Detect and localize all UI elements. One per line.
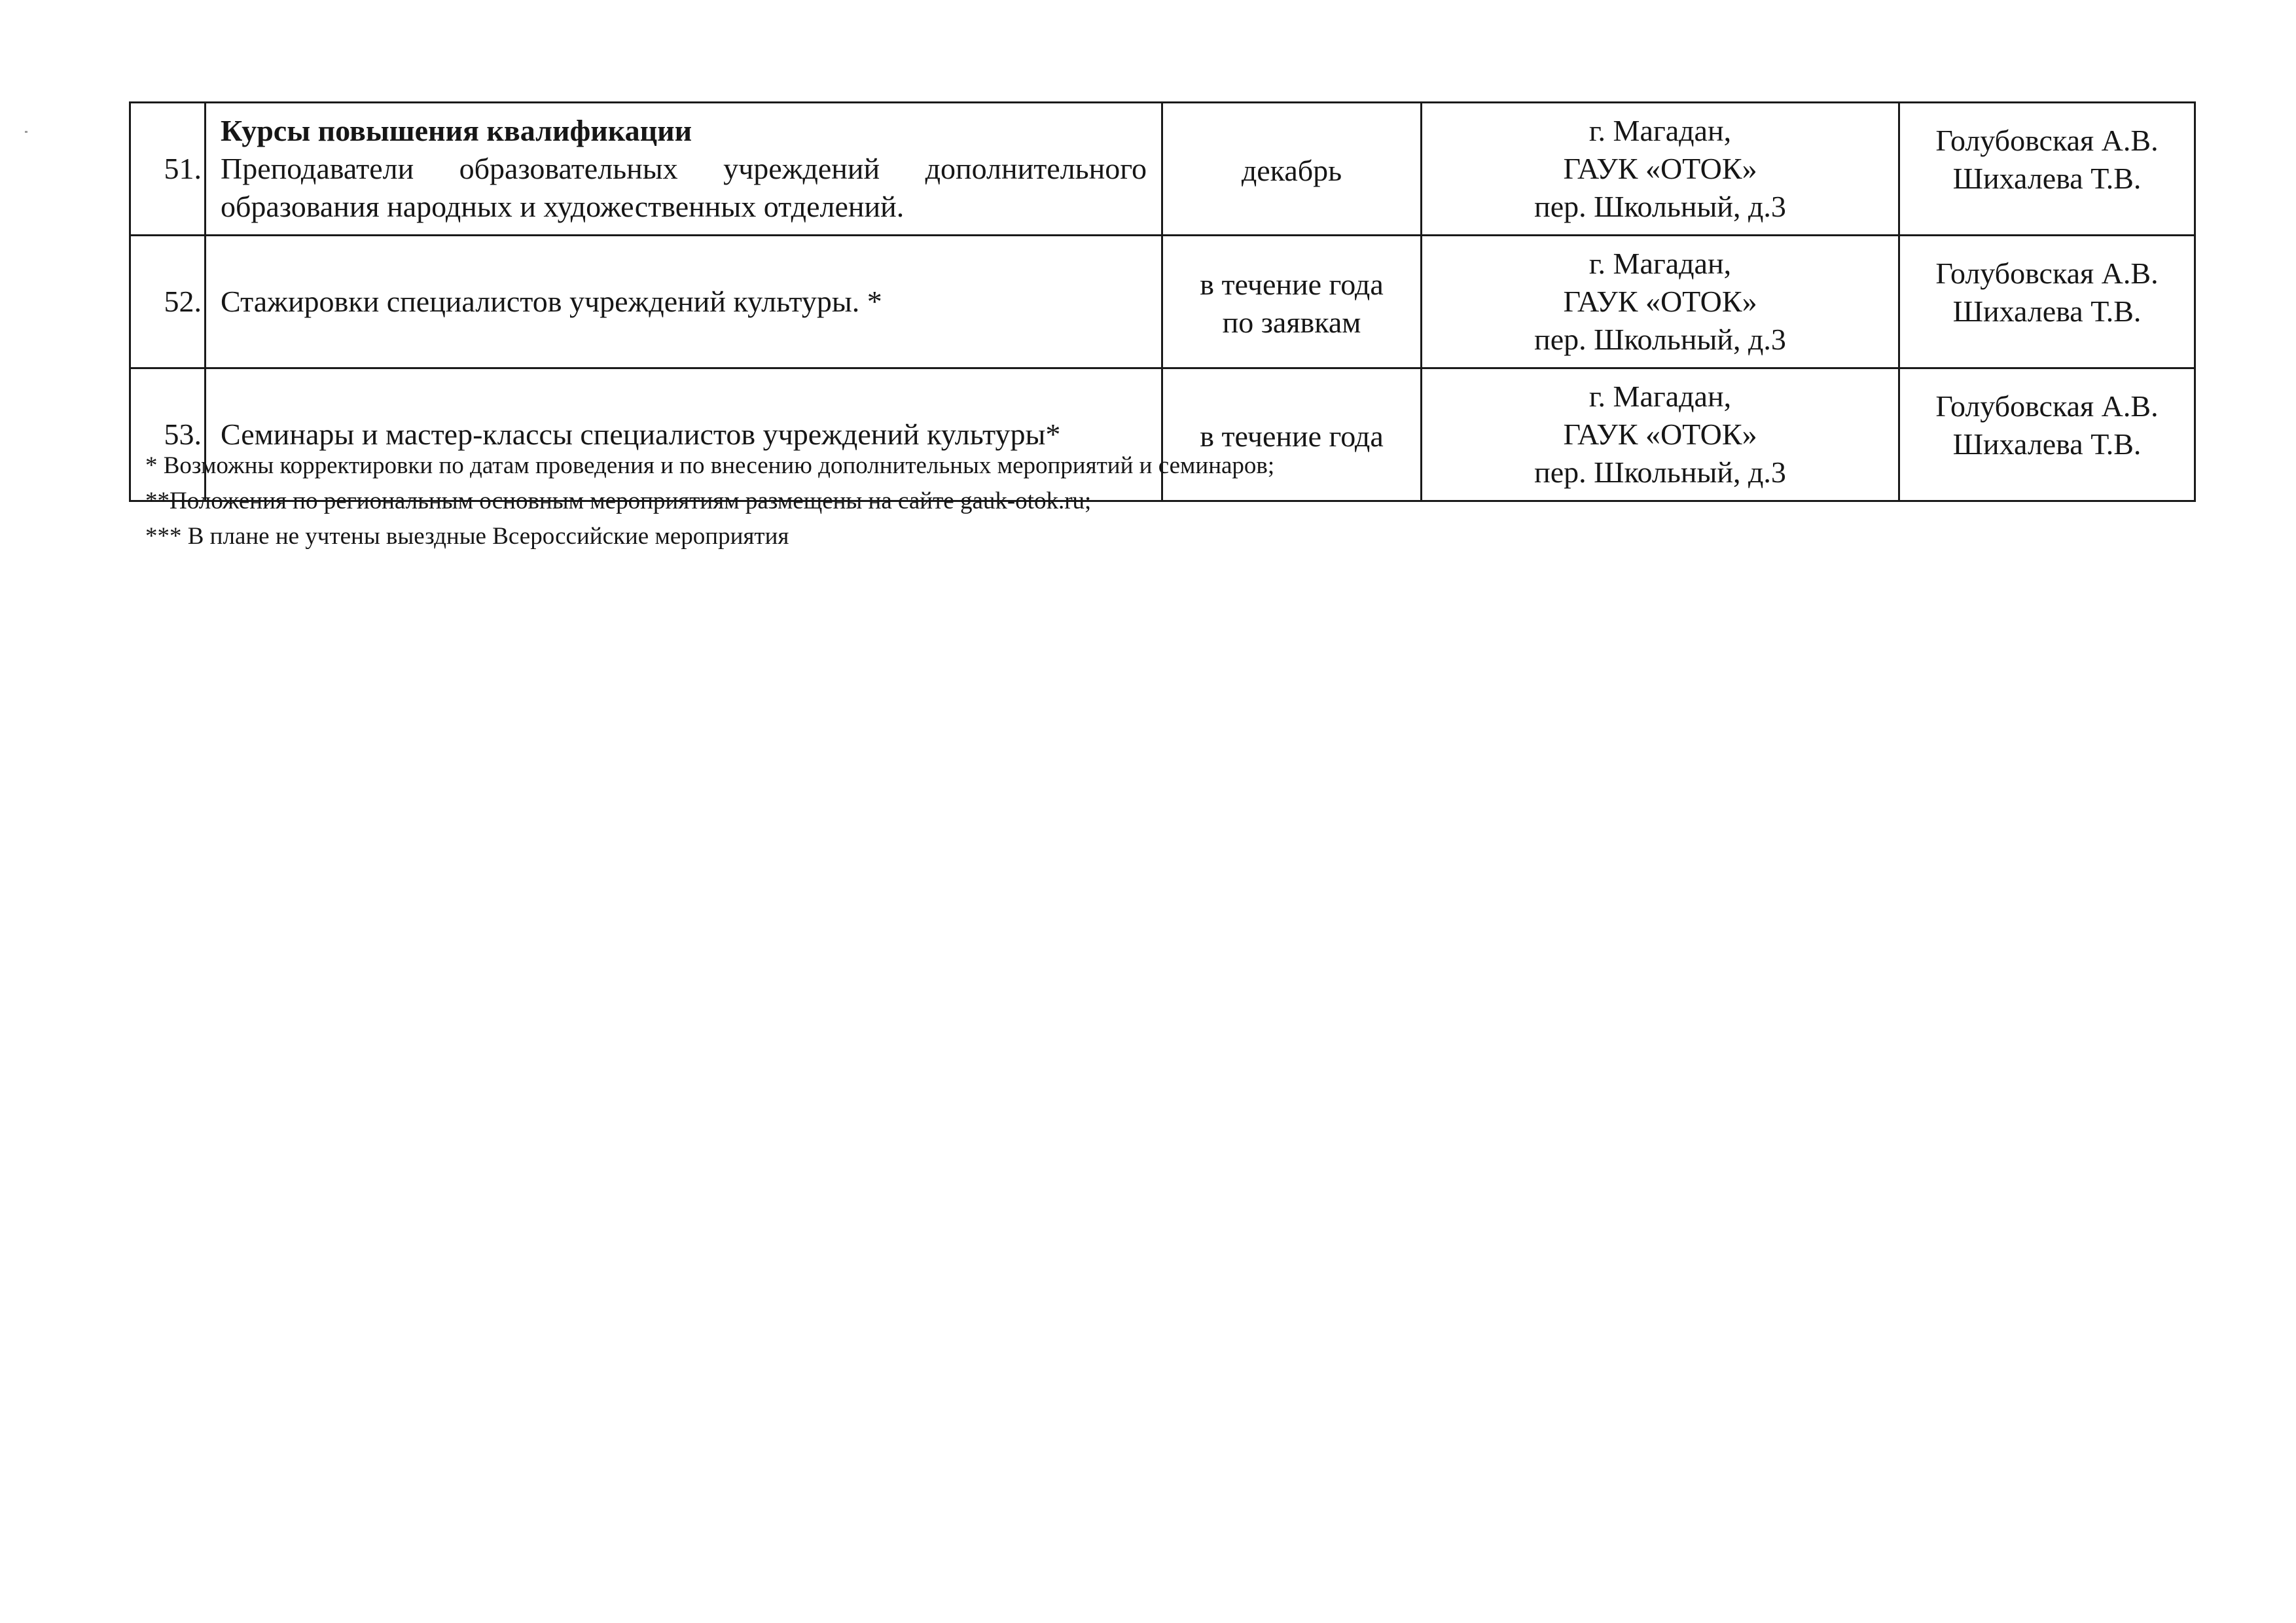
place-line: г. Магадан, — [1588, 114, 1732, 147]
event-text: Стажировки специалистов учреждений культуры. * — [221, 285, 882, 318]
footnote: * Возможны корректировки по датам проведения и по внесению дополнительных мероприятий и семинаров; — [145, 452, 1275, 479]
row-number: 52. — [130, 236, 206, 368]
responsible-line: Голубовская А.В. — [1935, 389, 2159, 423]
table-row — [130, 103, 2195, 236]
place-line: ГАУК «ОТОК» — [1563, 152, 1757, 185]
event-date — [1162, 103, 1422, 236]
event-place — [1422, 236, 1899, 368]
place-line: г. Магадан, — [1588, 247, 1732, 280]
event-responsible — [1899, 103, 2195, 236]
scan-speck — [25, 131, 27, 133]
footnote: **Положения по региональным основным мероприятиям размещены на сайте gauk-otok.ru; — [145, 488, 1092, 514]
place-line: пер. Школьный, д.3 — [1534, 190, 1786, 223]
event-responsible — [1899, 236, 2195, 368]
event-text: Преподаватели образовательных учреждений дополнительного образования народных и художественных отделений. — [221, 152, 1147, 223]
place-line: г. Магадан, — [1588, 380, 1732, 413]
date-line: по заявкам — [1222, 306, 1361, 339]
event-heading: Курсы повышения квалификации — [221, 114, 692, 147]
place-line: пер. Школьный, д.3 — [1534, 323, 1786, 356]
footnote: *** В плане не учтены выездные Всероссийские мероприятия — [145, 523, 789, 550]
event-responsible — [1899, 368, 2195, 501]
responsible-line: Шихалева Т.В. — [1952, 162, 2142, 195]
place-line: ГАУК «ОТОК» — [1563, 285, 1757, 318]
responsible-line: Голубовская А.В. — [1935, 257, 2159, 290]
place-line: ГАУК «ОТОК» — [1563, 418, 1757, 451]
table-row — [130, 236, 2195, 368]
event-description — [206, 103, 1162, 236]
row-number: 51. — [130, 103, 206, 236]
event-text: Семинары и мастер-классы специалистов учреждений культуры* — [221, 418, 1061, 451]
date-line: в течение года — [1200, 419, 1384, 453]
footnotes — [145, 448, 1847, 554]
responsible-line: Шихалева Т.В. — [1952, 294, 2142, 328]
row-number: 53. — [130, 368, 206, 501]
place-line: пер. Школьный, д.3 — [1534, 455, 1786, 489]
date-line: в течение года — [1200, 268, 1384, 301]
responsible-line: Голубовская А.В. — [1935, 124, 2159, 157]
date-line: декабрь — [1241, 154, 1342, 187]
event-date — [1162, 236, 1422, 368]
events-plan-table — [129, 101, 2196, 502]
event-description — [206, 236, 1162, 368]
event-place — [1422, 103, 1899, 236]
responsible-line: Шихалева Т.В. — [1952, 427, 2142, 461]
